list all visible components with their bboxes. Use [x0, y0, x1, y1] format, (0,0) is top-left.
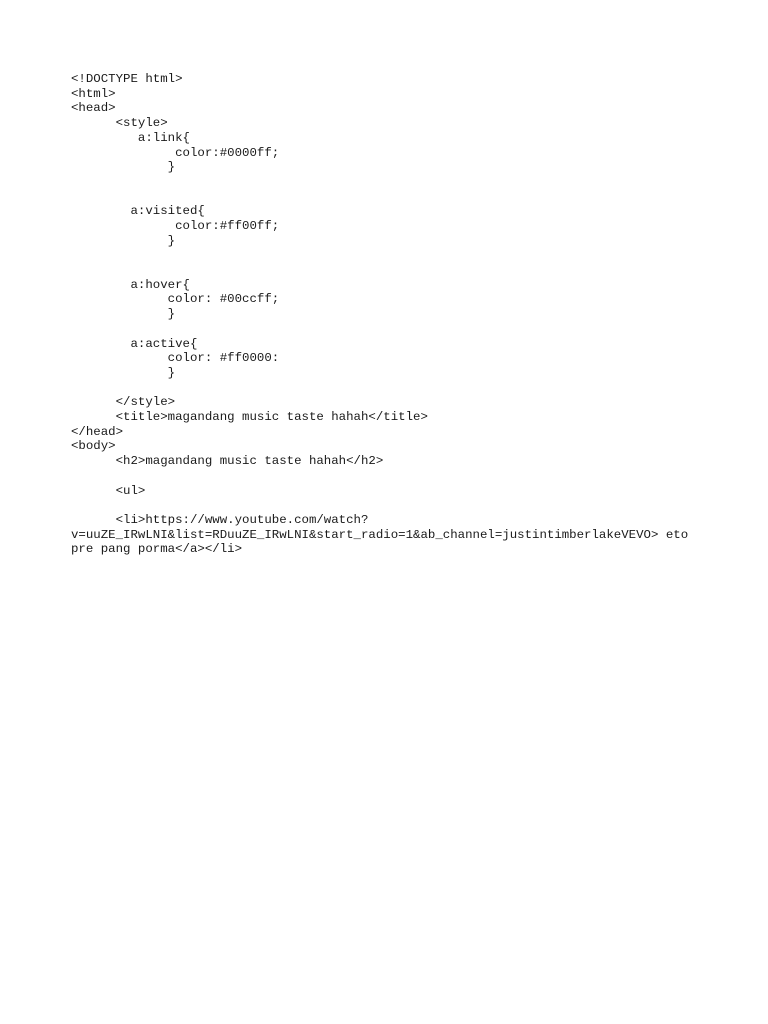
code-line: }: [71, 233, 176, 248]
code-line: color:#0000ff;: [71, 145, 280, 160]
code-line: color:#ff00ff;: [71, 219, 280, 233]
code-line: }: [71, 365, 176, 380]
code-line: color: #ff0000:: [71, 351, 280, 366]
code-line: <head>: [71, 101, 116, 116]
blank-line: [71, 263, 711, 278]
code-line: <style>: [71, 116, 168, 131]
code-line: <title>magandang music taste hahah</title>: [71, 410, 428, 425]
code-line: color: #00ccff;: [71, 292, 280, 307]
blank-line: [71, 175, 711, 190]
code-line: a:visited{: [71, 204, 205, 219]
code-line: a:link{: [71, 130, 190, 145]
blank-line: [71, 469, 711, 484]
blank-line: [71, 498, 711, 513]
code-line: a:active{: [71, 336, 198, 351]
code-text-block: [71, 72, 711, 557]
code-line: pre pang porma</a></li>: [71, 542, 243, 557]
blank-line: [71, 190, 711, 205]
blank-line: [71, 322, 711, 337]
code-line: <ul>: [71, 483, 146, 498]
code-line: <body>: [71, 439, 116, 454]
code-line: <h2>magandang music taste hahah</h2>: [71, 454, 384, 469]
code-line: <li>https://www.youtube.com/watch?: [71, 512, 369, 527]
code-line: </style>: [71, 395, 176, 410]
code-line: <html>: [71, 86, 116, 101]
code-line: }: [71, 307, 176, 322]
code-line: v=uuZE_IRwLNI&list=RDuuZE_IRwLNI&start_radio=1&ab_channel=justintimberlakeVEVO> eto: [71, 527, 689, 542]
code-line: </head>: [71, 424, 124, 439]
code-line: <!DOCTYPE html>: [71, 72, 183, 86]
code-line: }: [71, 160, 176, 175]
code-line: a:hover{: [71, 277, 190, 292]
blank-line: [71, 381, 711, 396]
blank-line: [71, 248, 711, 263]
